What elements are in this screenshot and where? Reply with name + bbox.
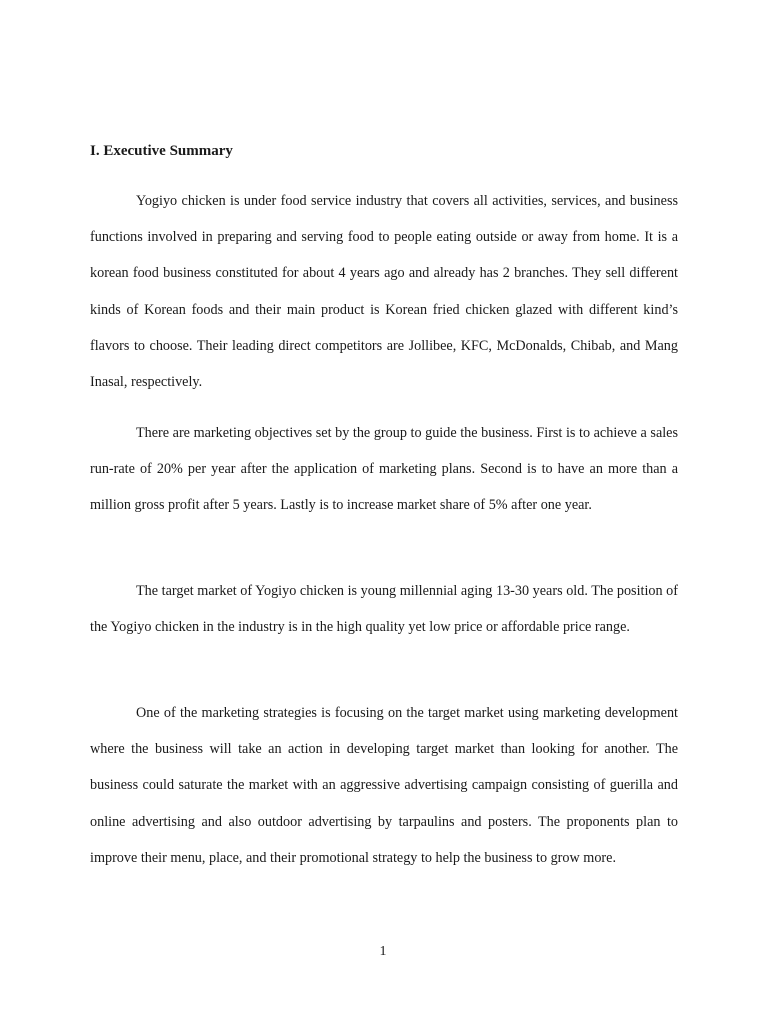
paragraph-target-market: The target market of Yogiyo chicken is young millennial aging 13-30 years old. The position of the Yogiyo chicken in the industry is in the high quality yet low price or affordable price range. — [90, 583, 678, 636]
paragraph-company-overview: Yogiyo chicken is under food service industry that covers all activities, services, and business functions involved in preparing and serving food to people eating outside or away from home. It is a korean food business constituted for about 4 years ago and already has 2 branches. They sell different kinds of Korean foods and their main product is Korean fried chicken glazed with different kind’s flavors to choose. Their leading direct competitors are Jollibee, KFC, McDonalds, Chibab, and Mang Inasal, respectively. — [90, 193, 678, 391]
section-heading: I. Executive Summary — [90, 143, 233, 159]
page-number — [0, 942, 768, 962]
paragraph-marketing-objectives: There are marketing objectives set by the group to guide the business. First is to achieve a sales run-rate of 20% per year after the application of marketing plans. Second is to have an more than a million gross profit after 5 years. Lastly is to increase market share of 5% after one year. — [90, 425, 678, 514]
page-number-value: 1 — [379, 944, 387, 959]
paragraph-marketing-strategies: One of the marketing strategies is focusing on the target market using marketing development where the business will take an action in developing target market than looking for another. The business could saturate the market with an aggressive advertising campaign consisting of guerilla and online advertising and also outdoor advertising by tarpaulins and posters. The proponents plan to improve their menu, place, and their promotional strategy to help the business to grow more. — [90, 705, 678, 866]
